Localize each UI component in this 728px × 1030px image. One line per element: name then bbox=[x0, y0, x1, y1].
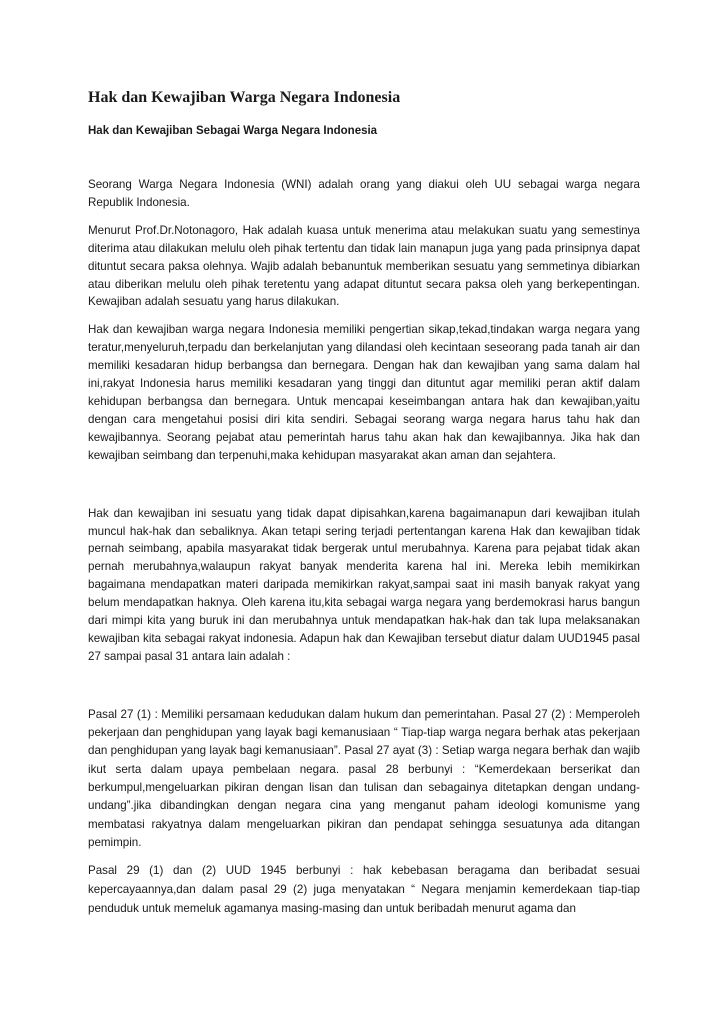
paragraph-wni-definition: Seorang Warga Negara Indonesia (WNI) adalah orang yang diakui oleh UU sebagai warga negara Republik Indonesia. bbox=[88, 178, 640, 209]
paragraph-rights-obligations-meaning: Hak dan kewajiban warga negara Indonesia memiliki pengertian sikap,tekad,tindakan warga negara yang teratur,menyeluruh,terpadu dan berkelanjutan yang dilandasi oleh kecintaan seseorang pada tanah air dan memiliki kesadaran hidup berbangsa dan bernegara. Dengan hak dan kewajiban yang sama dalam hal ini,rakyat Indonesia harus memiliki kesadaran yang tinggi dan dituntut agar memiliki peran aktif dalam kehidupan berbangsa dan bernegara. Untuk mencapai keseimbangan antara hak dan kewajiban,yaitu dengan cara mengetahui posisi diri kita sendiri. Sebagai seorang warga negara harus tahu hak dan kewajibannya. Seorang pejabat atau pemerintah harus tahu akan hak dan kewajibannya. Jika hak dan kewajiban seimbang dan terpenuhi,maka kehidupan masyarakat akan aman dan sejahtera. bbox=[88, 323, 640, 462]
document-title: Hak dan Kewajiban Warga Negara Indonesia bbox=[88, 89, 401, 106]
paragraph-pasal-29: Pasal 29 (1) dan (2) UUD 1945 berbunyi : hak kebebasan beragama dan beribadat sesuai kepercayaannya,dan dalam pasal 29 (2) juga menyatakan “ Negara menjamin kemerdekaan tiap-tiap penduduk untuk memeluk agamanya masing-masing dan untuk beribadah menurut agama dan bbox=[88, 864, 640, 916]
paragraph-pasal-27-28: Pasal 27 (1) : Memiliki persamaan kedudukan dalam hukum dan pemerintahan. Pasal 27 (2) : Memperoleh pekerjaan dan penghidupan yang layak bagi kemanusiaan “ Tiap-tiap warga negara berhak atas pekerjaan dan penghidupan yang layak bagi kemanusiaan”. Pasal 27 ayat (3) : Setiap warga negara berhak dan wajib ikut serta dalam upaya pembelaan negara. pasal 28 berbunyi : “Kemerdekaan berserikat dan berkumpul,mengeluarkan pikiran dengan lisan dan tulisan dan sebagainya ditetapkan dengan undang-undang”.jika dibandingkan dengan negara cina yang menganut paham ideologi komunisme yang membatasi rakyatnya dalam mengeluarkan pikiran dan pendapat sehingga sesuatunya ada ditangan pemimpin. bbox=[88, 707, 640, 849]
paragraph-rights-obligations-inseparable: Hak dan kewajiban ini sesuatu yang tidak dapat dipisahkan,karena bagaimanapun dari kewajiban itulah muncul hak-hak dan sebaliknya. Akan tetapi sering terjadi pertentangan karena Hak dan kewajiban tidak pernah seimbang, apabila masyarakat tidak bergerak untul merubahnya. Karena para pejabat tidak akan pernah merubahnya,walaupun rakyat banyak menderita karena hal ini. Mereka lebih memikirkan bagaimana mendapatkan materi daripada memikirkan rakyat,sampai saat ini masih banyak rakyat yang belum mendapatkan haknya. Oleh karena itu,kita sebagai warga negara yang berdemokrasi harus bangun dari mimpi kita yang buruk ini dan merubahnya untuk mendapatkan hak-hak dan tak lupa melaksanakan kewajiban kita sebagai rakyat indonesia. Adapun hak dan Kewajiban tersebut diatur dalam UUD1945 pasal 27 sampai pasal 31 antara lain adalah : bbox=[88, 506, 640, 663]
document-subtitle: Hak dan Kewajiban Sebagai Warga Negara Indonesia bbox=[88, 125, 378, 137]
document-page bbox=[88, 88, 640, 918]
paragraph-notonagoro-definition: Menurut Prof.Dr.Notonagoro, Hak adalah kuasa untuk menerima atau melakukan suatu yang semestinya diterima atau dilakukan melulu oleh pihak tertentu dan tidak lain manapun juga yang pada prinsipnya dapat dituntut secara paksa olehnya. Wajib adalah bebanuntuk memberikan sesuatu yang semmetinya dibiarkan atau diberikan melulu oleh pihak teretentu yang adapat dituntut secara paksa oleh yang berkepentingan. Kewajiban adalah sesuatu yang harus dilakukan. bbox=[88, 223, 640, 309]
